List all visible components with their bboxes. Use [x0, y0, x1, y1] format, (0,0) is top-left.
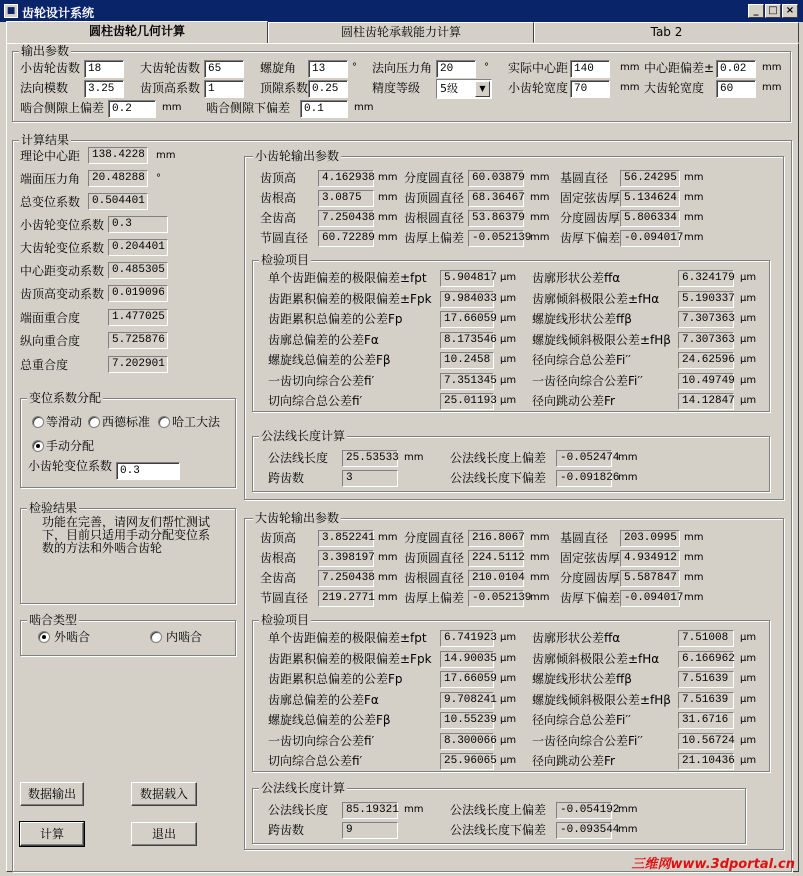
mm-unit: mm — [378, 572, 398, 583]
insp-value: 14.12847 — [678, 393, 734, 410]
insp-value: 5.190337 — [678, 291, 734, 308]
fa-unit: mm — [762, 62, 782, 73]
mm-unit: mm — [684, 232, 704, 243]
geom-value: 3.398197 — [318, 550, 374, 567]
um-unit: μm — [500, 374, 517, 386]
result-value: 1.477025 — [108, 309, 168, 326]
external-label: 外啮合 — [54, 630, 91, 644]
internal-radio[interactable] — [150, 631, 162, 643]
grade-value: 5级 — [440, 82, 458, 95]
insp-value: 7.51639 — [678, 692, 734, 709]
geom-label: 分度圆齿厚 — [560, 571, 621, 585]
insp-label: 切向综合总公差fi′ — [268, 394, 363, 408]
insp-value: 5.904817 — [440, 270, 494, 287]
geom-label: 全齿高 — [260, 211, 297, 225]
geom-label: 齿厚下偏差 — [560, 591, 621, 605]
um-unit: μm — [500, 755, 517, 766]
geom-label: 齿厚上偏差 — [404, 591, 465, 605]
result-label: 齿顶高变动系数 — [20, 287, 105, 301]
insp-value: 24.62596 — [678, 352, 734, 369]
wk-dn-value: -0.093544 — [556, 822, 612, 839]
geom-label: 分度圆齿厚 — [560, 211, 621, 225]
jdn-input[interactable]: 0.1 — [300, 100, 348, 118]
shift-option-label: 等滑动 — [46, 415, 83, 429]
mm-unit: mm — [378, 172, 398, 183]
result-value: 0.204401 — [108, 239, 168, 256]
insp-label: 切向综合总公差fi′ — [268, 754, 363, 768]
um-unit: μm — [500, 354, 517, 365]
ha-label: 齿顶高系数 — [140, 81, 201, 95]
check-line: 数的方法和外啮合齿轮 — [42, 541, 163, 555]
wk-dn-label: 公法线长度下偏差 — [450, 823, 547, 837]
insp-label: 螺旋线总偏差的公差Fβ — [268, 713, 391, 727]
grade-label: 精度等级 — [372, 81, 421, 95]
group-label: 检验项目 — [261, 613, 310, 627]
chevron-down-icon[interactable]: ▼ — [475, 81, 490, 97]
z2-label: 大齿轮齿数 — [140, 61, 201, 75]
alpha-input[interactable]: 20 — [436, 60, 476, 78]
shift-radio[interactable] — [158, 416, 170, 428]
geom-value: 60.72289 — [318, 230, 374, 247]
insp-label: 径向综合总公差Fi′′ — [532, 353, 631, 367]
app-icon[interactable]: ■ — [4, 4, 18, 18]
geom-label: 齿厚下偏差 — [560, 231, 621, 245]
shift-radio[interactable] — [32, 440, 44, 452]
um-unit: μm — [740, 395, 757, 406]
result-value: 0.504401 — [88, 193, 148, 210]
jdn-label: 啮合侧隙下偏差 — [206, 101, 291, 115]
insp-value: 14.90035 — [440, 651, 494, 668]
um-unit: μm — [500, 714, 517, 725]
import-button[interactable]: 数据载入 — [131, 782, 197, 806]
shift-radio[interactable] — [32, 416, 44, 428]
insp-label: 齿距累积总偏差的公差Fp — [268, 312, 403, 326]
b2-label: 大齿轮宽度 — [644, 81, 705, 95]
a-unit: mm — [620, 62, 640, 73]
result-label: 总重合度 — [20, 358, 69, 372]
mm-unit: mm — [684, 552, 704, 563]
geom-value: 3.852241 — [318, 530, 374, 547]
mm-unit: mm — [378, 232, 398, 243]
geom-label: 齿根圆直径 — [404, 571, 465, 585]
wk-up-label: 公法线长度上偏差 — [450, 451, 547, 465]
group-label: 公法线长度计算 — [261, 429, 346, 443]
insp-value: 7.351345 — [440, 373, 494, 390]
geom-value: 4.934912 — [620, 550, 680, 567]
geom-label: 固定弦齿厚 — [560, 551, 621, 565]
um-unit: μm — [500, 632, 517, 643]
result-value: 0.485305 — [108, 262, 168, 279]
group-label: 小齿轮输出参数 — [255, 149, 340, 163]
maximize-button[interactable]: □ — [765, 4, 781, 18]
mm-unit: mm — [530, 192, 550, 203]
group-label: 啮合类型 — [29, 613, 78, 627]
insp-label: 径向综合总公差Fi′′ — [532, 713, 631, 727]
geom-label: 齿根圆直径 — [404, 211, 465, 225]
shift-option-label: 手动分配 — [46, 439, 95, 453]
geom-label: 齿根高 — [260, 191, 297, 205]
external-radio[interactable] — [38, 631, 50, 643]
insp-value: 25.96065 — [440, 753, 494, 770]
fa-input[interactable]: 0.02 — [716, 60, 756, 78]
c-input[interactable]: 0.25 — [308, 80, 348, 98]
insp-label: 齿距累积总偏差的公差Fp — [268, 672, 403, 686]
alpha-label: 法向压力角 — [372, 61, 433, 75]
insp-value: 6.324179 — [678, 270, 734, 287]
insp-label: 螺旋线形状公差ffβ — [532, 312, 632, 326]
geom-value: 5.806334 — [620, 210, 680, 227]
check-line: 功能在完善，请网友们帮忙测试 — [42, 515, 211, 529]
result-label: 小齿轮变位系数 — [20, 218, 105, 232]
wk-up-value: -0.052474 — [556, 450, 612, 467]
geom-value: -0.094017 — [620, 230, 680, 247]
geom-value: 3.0875 — [318, 190, 374, 207]
geom-value: 68.36467 — [468, 190, 524, 207]
mm-unit: mm — [378, 532, 398, 543]
mm-unit: mm — [530, 532, 550, 543]
insp-value: 6.741923 — [440, 630, 494, 647]
jdn-unit: mm — [354, 102, 374, 113]
mm-unit: mm — [684, 592, 704, 603]
geom-label: 节圆直径 — [260, 231, 309, 245]
c-label: 顶隙系数 — [260, 81, 309, 95]
minimize-button[interactable]: _ — [748, 4, 764, 18]
x1-input[interactable]: 0.3 — [116, 462, 180, 480]
mn-label: 法向模数 — [20, 81, 69, 95]
um-unit: μm — [740, 693, 757, 705]
result-value: 0.3 — [108, 216, 168, 233]
fa-label: 中心距偏差± — [644, 61, 715, 75]
insp-value: 21.10436 — [678, 753, 734, 770]
insp-value: 8.300066 — [440, 733, 494, 750]
window-title: 齿轮设计系统 — [22, 6, 95, 20]
result-unit: ° — [156, 173, 161, 184]
result-value: 5.725876 — [108, 332, 168, 349]
geom-value: 53.86379 — [468, 210, 524, 227]
insp-value: 7.307363 — [678, 332, 734, 349]
um-unit: μm — [740, 333, 757, 345]
geom-value: -0.094017 — [620, 590, 680, 607]
insp-label: 齿廓总偏差的公差Fα — [268, 332, 379, 347]
tab-strip — [0, 22, 803, 44]
group-label: 检验项目 — [261, 253, 310, 267]
geom-value: 56.24295 — [620, 170, 680, 187]
mm-unit: mm — [404, 452, 424, 463]
calculate-button[interactable]: 计算 — [20, 822, 84, 846]
k-label: 跨齿数 — [268, 471, 305, 485]
wk-value: 85.19321 — [342, 802, 398, 819]
geom-value: 219.2771 — [318, 590, 374, 607]
geom-label: 齿顶圆直径 — [404, 551, 465, 565]
result-label: 总变位系数 — [20, 195, 81, 209]
insp-value: 10.55239 — [440, 712, 494, 729]
geom-label: 固定弦齿厚 — [560, 191, 621, 205]
insp-value: 31.6716 — [678, 712, 734, 729]
um-unit: μm — [500, 272, 517, 283]
alpha-unit: ° — [484, 62, 489, 73]
beta-input[interactable]: 13 — [308, 60, 348, 78]
beta-label: 螺旋角 — [260, 61, 297, 75]
z2-input[interactable]: 65 — [204, 60, 244, 78]
mm-unit: mm — [618, 824, 638, 835]
mm-unit: mm — [684, 572, 704, 583]
watermark: 三维网www.3dportal.cn — [631, 857, 795, 872]
grade-select[interactable] — [436, 79, 492, 99]
mm-unit: mm — [404, 804, 424, 815]
z1-input[interactable]: 18 — [84, 60, 124, 78]
shift-option-label: 西德标准 — [102, 415, 151, 429]
mm-unit: mm — [530, 172, 550, 183]
um-unit: μm — [500, 652, 517, 664]
wk-label: 公法线长度 — [268, 803, 329, 817]
geom-label: 分度圆直径 — [404, 171, 465, 185]
geom-label: 分度圆直径 — [404, 531, 465, 545]
um-unit: μm — [740, 755, 757, 766]
insp-value: 17.66059 — [440, 671, 494, 688]
insp-label: 一齿切向综合公差fi′ — [268, 373, 375, 388]
mm-unit: mm — [530, 232, 550, 243]
insp-label: 齿廓总偏差的公差Fα — [268, 692, 379, 707]
um-unit: μm — [740, 354, 757, 365]
b2-unit: mm — [762, 82, 782, 93]
exit-button[interactable]: 退出 — [131, 822, 197, 846]
export-button[interactable]: 数据输出 — [20, 782, 84, 806]
insp-value: 8.173546 — [440, 332, 494, 349]
geom-label: 基圆直径 — [560, 171, 609, 185]
a-input[interactable]: 140 — [570, 60, 610, 78]
insp-label: 径向跳动公差Fr — [532, 394, 615, 408]
geom-label: 齿厚上偏差 — [404, 231, 465, 245]
insp-label: 齿距累积偏差的极限偏差±Fpk — [268, 291, 432, 306]
um-unit: μm — [500, 333, 517, 345]
insp-label: 齿廓形状公差ffα — [532, 271, 621, 285]
result-label: 大齿轮变位系数 — [20, 241, 105, 255]
um-unit: μm — [740, 632, 757, 643]
result-value: 20.48288 — [88, 170, 148, 187]
geom-label: 齿顶高 — [260, 171, 297, 185]
mm-unit: mm — [530, 592, 550, 603]
um-unit: μm — [500, 292, 517, 304]
result-label: 端面压力角 — [20, 172, 81, 186]
x1-label: 小齿轮变位系数 — [28, 459, 113, 473]
wk-value: 25.53533 — [342, 450, 398, 467]
um-unit: μm — [500, 693, 517, 705]
group-label: 公法线长度计算 — [261, 781, 346, 795]
shift-radio[interactable] — [88, 416, 100, 428]
group-label: 变位系数分配 — [29, 391, 102, 405]
geom-label: 全齿高 — [260, 571, 297, 585]
um-unit: μm — [740, 374, 757, 386]
insp-value: 10.56724 — [678, 733, 734, 750]
wk-label: 公法线长度 — [268, 451, 329, 465]
um-unit: μm — [500, 313, 517, 324]
insp-label: 齿廓倾斜极限公差±fHα — [532, 651, 660, 666]
result-value: 0.019096 — [108, 285, 168, 302]
mm-unit: mm — [618, 804, 638, 815]
mm-unit: mm — [378, 592, 398, 603]
b1-input[interactable]: 70 — [570, 80, 610, 98]
insp-label: 一齿径向综合公差Fi′′ — [532, 373, 643, 388]
jup-unit: mm — [162, 102, 182, 113]
mm-unit: mm — [684, 532, 704, 543]
insp-value: 7.51008 — [678, 630, 734, 647]
jup-input[interactable]: 0.2 — [108, 100, 156, 118]
insp-label: 径向跳动公差Fr — [532, 754, 615, 768]
um-unit: μm — [500, 673, 517, 684]
insp-value: 9.984033 — [440, 291, 494, 308]
wk-up-value: -0.054192 — [556, 802, 612, 819]
mn-input[interactable]: 3.25 — [84, 80, 124, 98]
k-value: 3 — [342, 470, 398, 487]
result-value: 7.202901 — [108, 356, 168, 373]
mm-unit: mm — [684, 172, 704, 183]
geom-value: 4.162938 — [318, 170, 374, 187]
beta-unit: ° — [352, 62, 357, 73]
wk-dn-value: -0.091826 — [556, 470, 612, 487]
geom-value: 203.0995 — [620, 530, 680, 547]
b1-label: 小齿轮宽度 — [508, 81, 569, 95]
group-label: 检验结果 — [29, 501, 78, 515]
mm-unit: mm — [378, 192, 398, 203]
insp-value: 7.51639 — [678, 671, 734, 688]
a-label: 实际中心距 — [508, 61, 569, 75]
z1-label: 小齿轮齿数 — [20, 61, 81, 75]
geom-label: 齿顶圆直径 — [404, 191, 465, 205]
insp-value: 10.49749 — [678, 373, 734, 390]
geom-label: 齿根高 — [260, 551, 297, 565]
tab-load-capacity[interactable]: 圆柱齿轮承载能力计算 — [268, 22, 534, 43]
internal-label: 内啮合 — [166, 630, 203, 644]
mm-unit: mm — [378, 552, 398, 563]
insp-label: 螺旋线倾斜极限公差±fHβ — [532, 332, 671, 347]
um-unit: μm — [740, 734, 757, 746]
geom-value: 5.134624 — [620, 190, 680, 207]
um-unit: μm — [740, 714, 757, 725]
geom-value: -0.052139 — [468, 230, 524, 247]
b1-unit: mm — [620, 82, 640, 93]
wk-dn-label: 公法线长度下偏差 — [450, 471, 547, 485]
k-label: 跨齿数 — [268, 823, 305, 837]
jup-label: 啮合侧隙上偏差 — [20, 101, 105, 115]
mm-unit: mm — [530, 212, 550, 223]
insp-value: 10.2458 — [440, 352, 494, 369]
um-unit: μm — [500, 395, 517, 406]
insp-label: 螺旋线形状公差ffβ — [532, 672, 632, 686]
insp-label: 齿廓倾斜极限公差±fHα — [532, 291, 660, 306]
insp-value: 9.708241 — [440, 692, 494, 709]
insp-value: 6.166962 — [678, 651, 734, 668]
insp-label: 齿距累积偏差的极限偏差±Fpk — [268, 651, 432, 666]
geom-value: 224.5112 — [468, 550, 524, 567]
group-label: 计算结果 — [21, 133, 70, 147]
mm-unit: mm — [378, 212, 398, 223]
close-button[interactable]: × — [782, 4, 798, 18]
insp-label: 单个齿距偏差的极限偏差±fpt — [268, 271, 427, 285]
um-unit: μm — [740, 272, 757, 283]
insp-label: 单个齿距偏差的极限偏差±fpt — [268, 631, 427, 645]
um-unit: μm — [740, 673, 757, 684]
mm-unit: mm — [618, 452, 638, 463]
b2-input[interactable]: 60 — [716, 80, 756, 98]
tab-geometry[interactable]: 圆柱齿轮几何计算 — [6, 21, 268, 44]
mm-unit: mm — [684, 192, 704, 203]
geom-value: 5.587847 — [620, 570, 680, 587]
ha-input[interactable]: 1 — [204, 80, 244, 98]
um-unit: μm — [740, 292, 757, 304]
mm-unit: mm — [618, 472, 638, 483]
insp-value: 17.66059 — [440, 311, 494, 328]
um-unit: μm — [500, 734, 517, 746]
result-label: 中心距变动系数 — [20, 264, 105, 278]
insp-value: 25.01193 — [440, 393, 494, 410]
mm-unit: mm — [684, 212, 704, 223]
insp-label: 一齿径向综合公差Fi′′ — [532, 733, 643, 748]
insp-label: 齿廓形状公差ffα — [532, 631, 621, 645]
um-unit: μm — [740, 313, 757, 324]
result-label: 端面重合度 — [20, 311, 81, 325]
mesh-group — [20, 613, 236, 656]
mm-unit: mm — [530, 572, 550, 583]
group-label: 输出参数 — [21, 44, 70, 58]
shift-option-label: 哈工大法 — [172, 415, 221, 429]
geom-label: 节圆直径 — [260, 591, 309, 605]
result-label: 理论中心距 — [20, 149, 81, 163]
insp-value: 7.307363 — [678, 311, 734, 328]
geom-value: 7.250438 — [318, 570, 374, 587]
group-label: 大齿轮输出参数 — [255, 511, 340, 525]
geom-value: 210.0104 — [468, 570, 524, 587]
check-line: 下，目前只适用手动分配变位系 — [42, 528, 211, 542]
k-value: 9 — [342, 822, 398, 839]
tab-2[interactable]: Tab 2 — [534, 22, 799, 43]
insp-label: 螺旋线总偏差的公差Fβ — [268, 353, 391, 367]
um-unit: μm — [740, 652, 757, 664]
insp-label: 螺旋线倾斜极限公差±fHβ — [532, 692, 671, 707]
result-label: 纵向重合度 — [20, 334, 81, 348]
title-bar — [0, 0, 803, 22]
mm-unit: mm — [530, 552, 550, 563]
result-unit: mm — [156, 150, 176, 161]
geom-value: 7.250438 — [318, 210, 374, 227]
geom-value: -0.052139 — [468, 590, 524, 607]
geom-value: 60.03879 — [468, 170, 524, 187]
geom-value: 216.8067 — [468, 530, 524, 547]
wk-up-label: 公法线长度上偏差 — [450, 803, 547, 817]
geom-label: 齿顶高 — [260, 531, 297, 545]
insp-label: 一齿切向综合公差fi′ — [268, 733, 375, 748]
result-value: 138.4228 — [88, 147, 148, 164]
geom-label: 基圆直径 — [560, 531, 609, 545]
